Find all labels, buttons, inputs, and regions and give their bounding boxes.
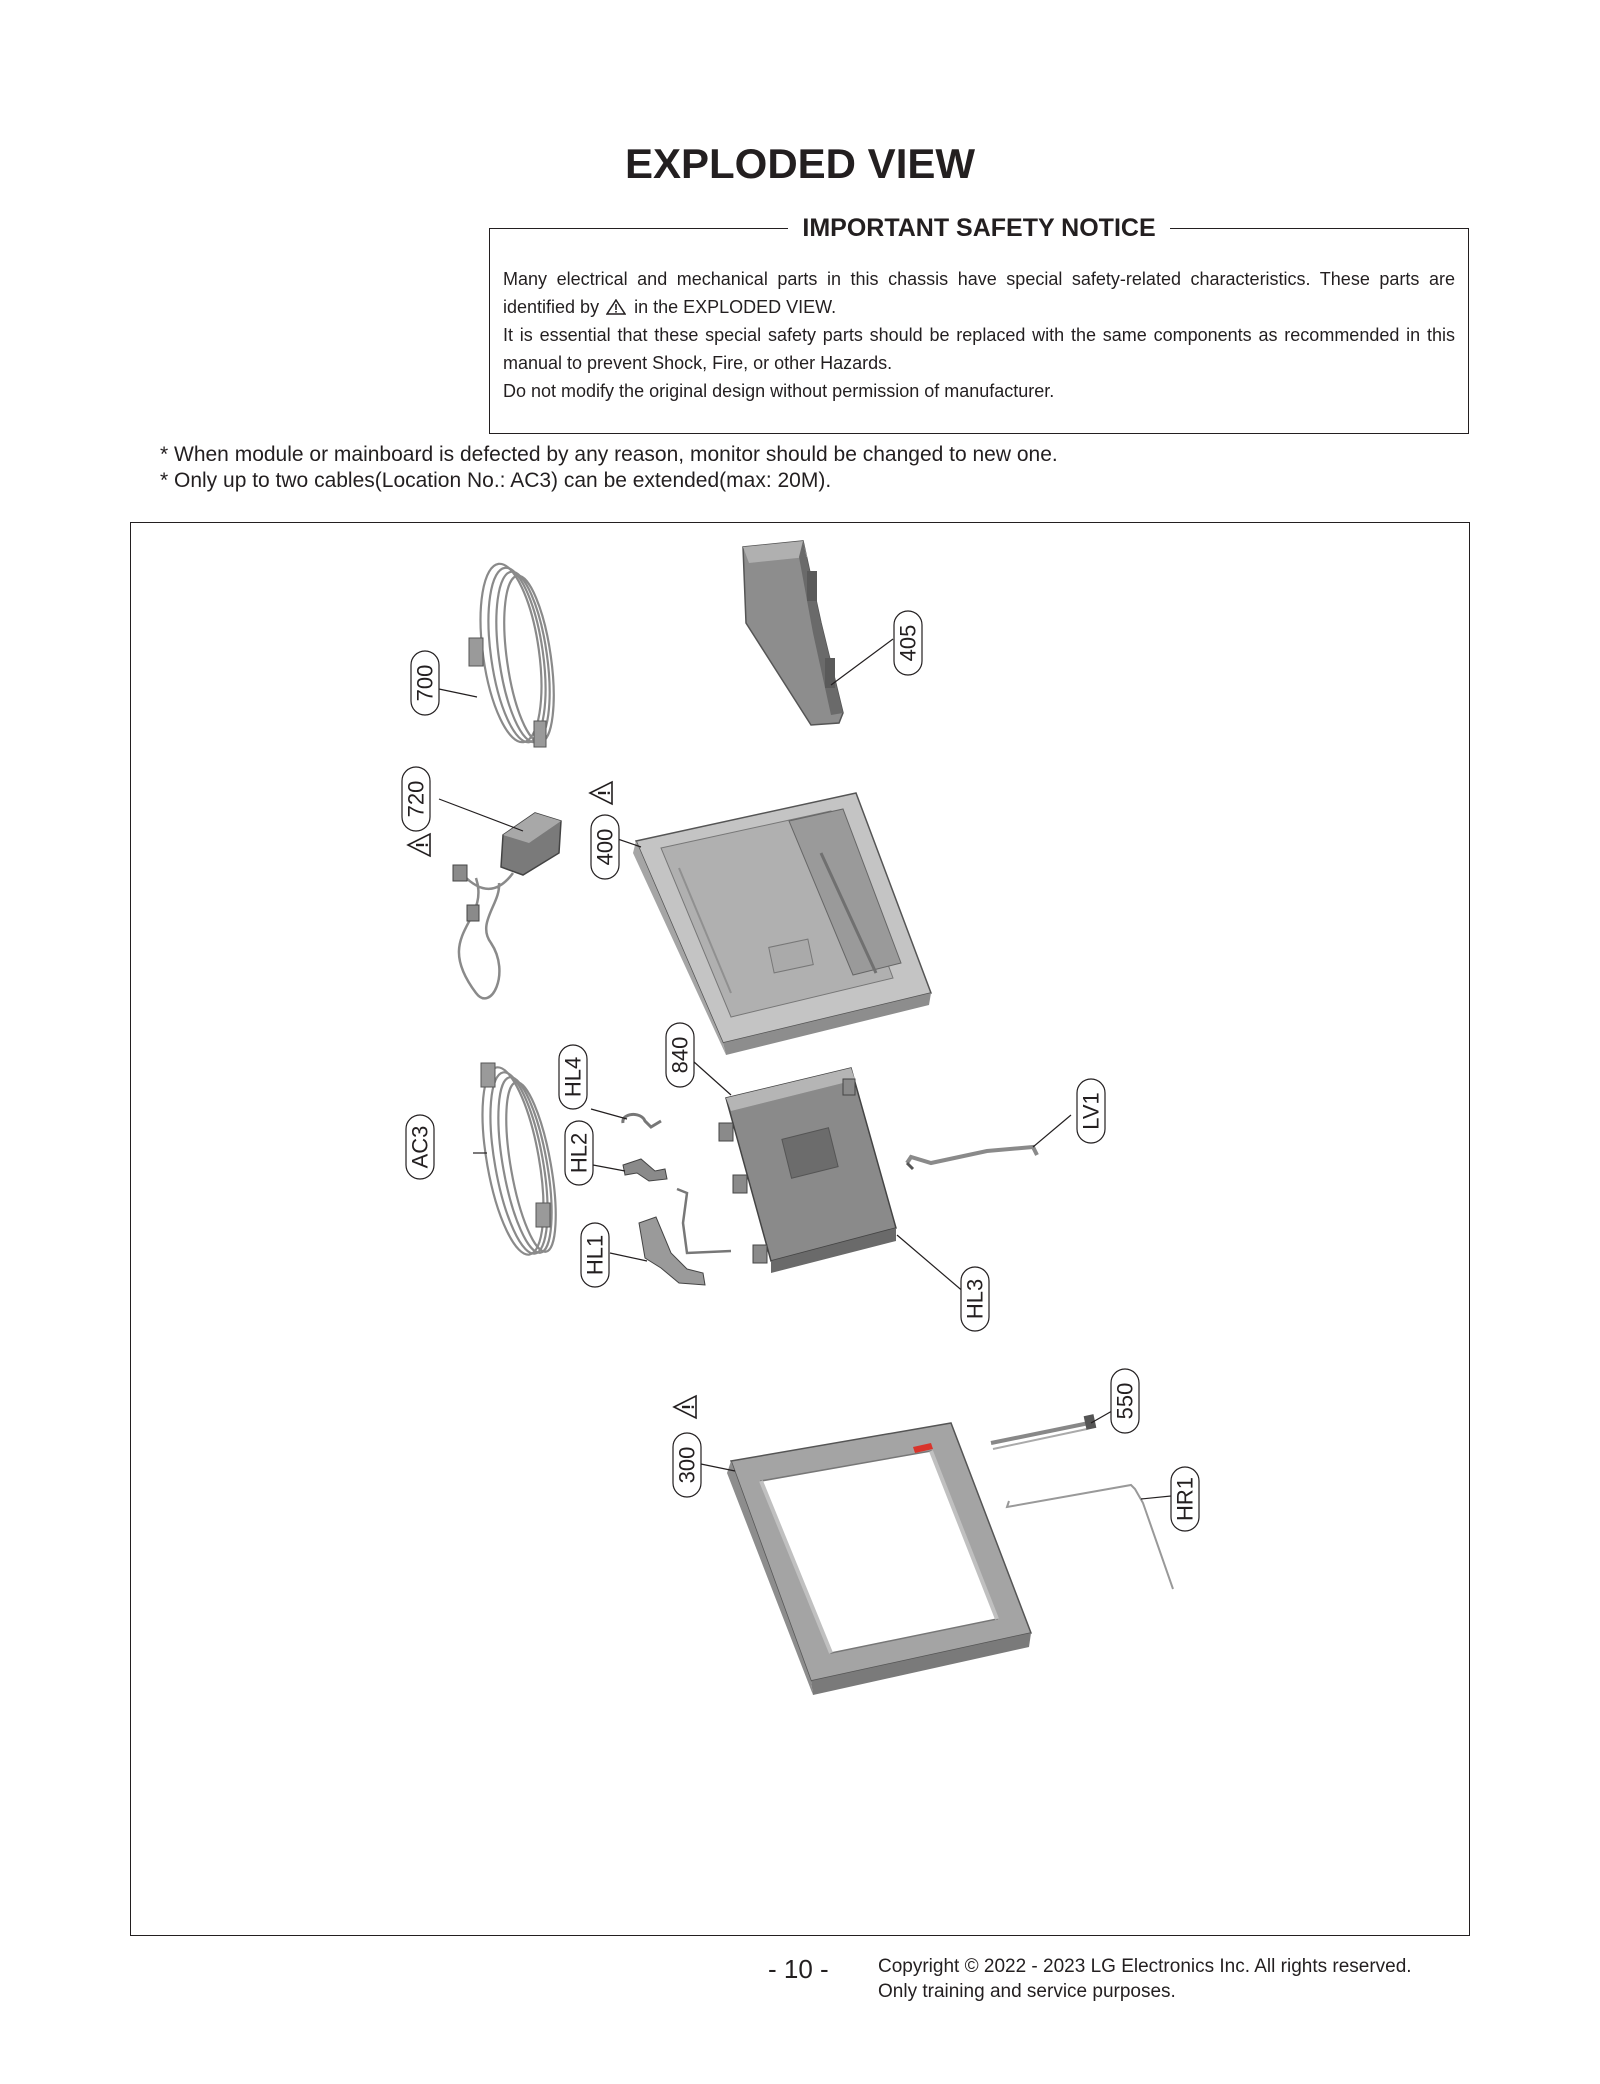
part-LV1 [907,1147,1037,1169]
callout-HL2-label: HL2 [566,1132,592,1174]
usage-note: Only training and service purposes. [878,1981,1176,2002]
callout-700 [411,651,439,715]
callout-HL1-label: HL1 [582,1234,608,1276]
callout-HL4 [559,1045,587,1109]
copyright-line: Copyright © 2022 - 2023 LG Electronics Inc. All rights reserved. [878,1956,1412,1977]
callout-HL3-label: HL3 [962,1278,988,1320]
callout-HL4-label: HL4 [560,1056,586,1098]
safety-notice-body [503,265,1455,405]
callout-HR1-label: HR1 [1172,1476,1198,1522]
callout-720-label: 720 [403,780,429,818]
part-550 [991,1414,1096,1449]
part-HL4 [623,1114,661,1127]
warning-triangle-icon [606,299,626,315]
warning-triangle-icon-300 [674,1396,696,1418]
callout-405 [894,611,922,675]
callout-HL2 [565,1121,593,1185]
callout-840-label: 840 [667,1036,693,1074]
callout-300 [673,1433,701,1497]
part-HL1 [639,1217,705,1285]
notes [160,442,1058,494]
leader-lines [439,639,1181,1499]
note-item: * Only up to two cables(Location No.: AC3) can be extended(max: 20M). [160,469,832,492]
exploded-view-drawing [131,523,1471,1937]
part-720-adapter [453,813,561,998]
note-item: * When module or mainboard is defected by any reason, monitor should be changed to new one. [160,443,1058,466]
callout-400 [591,815,619,879]
callout-700-label: 700 [412,664,438,702]
safety-notice-box [489,214,1469,434]
page-title: EXPLODED VIEW [624,140,976,187]
part-AC3-cable [471,1063,566,1259]
copyright [878,1954,1412,2004]
callout-AC3 [406,1115,434,1179]
notice-line3: Do not modify the original design without permission of manufacturer. [503,381,1055,401]
notice-line2: It is essential that these special safety parts should be replaced with the same components as recommended in this manual to prevent Shock, Fire, or other Hazards. [503,325,1455,373]
callout-LV1 [1077,1079,1105,1143]
part-840-bracket [719,1068,896,1273]
part-700-power-cord [469,560,562,747]
callout-AC3-label: AC3 [407,1125,433,1169]
part-HL2 [623,1159,667,1181]
callout-405-label: 405 [895,624,921,662]
notice-line1-b: in the EXPLODED VIEW. [634,297,837,317]
callout-400-label: 400 [592,828,618,866]
callout-HL3 [961,1267,989,1331]
part-400-rear-cover [633,793,931,1055]
part-300-front-frame [727,1423,1031,1695]
callout-LV1-label: LV1 [1078,1092,1104,1130]
callout-550 [1111,1369,1139,1433]
callout-550-label: 550 [1112,1382,1138,1420]
safety-notice-heading: IMPORTANT SAFETY NOTICE [788,214,1169,242]
callout-720 [402,767,430,831]
callout-HL1 [581,1223,609,1287]
callout-HR1 [1171,1467,1199,1531]
part-HL3 [677,1189,731,1253]
page-number: - 10 - [768,1954,829,1984]
callout-300-label: 300 [674,1446,700,1484]
warning-triangle-icon-720 [408,834,430,856]
notice-line1-a: Many electrical and mechanical parts in this chassis have special safety-related characteristics. These parts are identified by [503,269,1455,317]
part-405-cover [743,541,843,725]
callout-840 [666,1023,694,1087]
part-HR1 [1007,1485,1173,1589]
exploded-view-diagram [130,522,1470,1936]
warning-triangle-icon-400 [590,782,612,804]
